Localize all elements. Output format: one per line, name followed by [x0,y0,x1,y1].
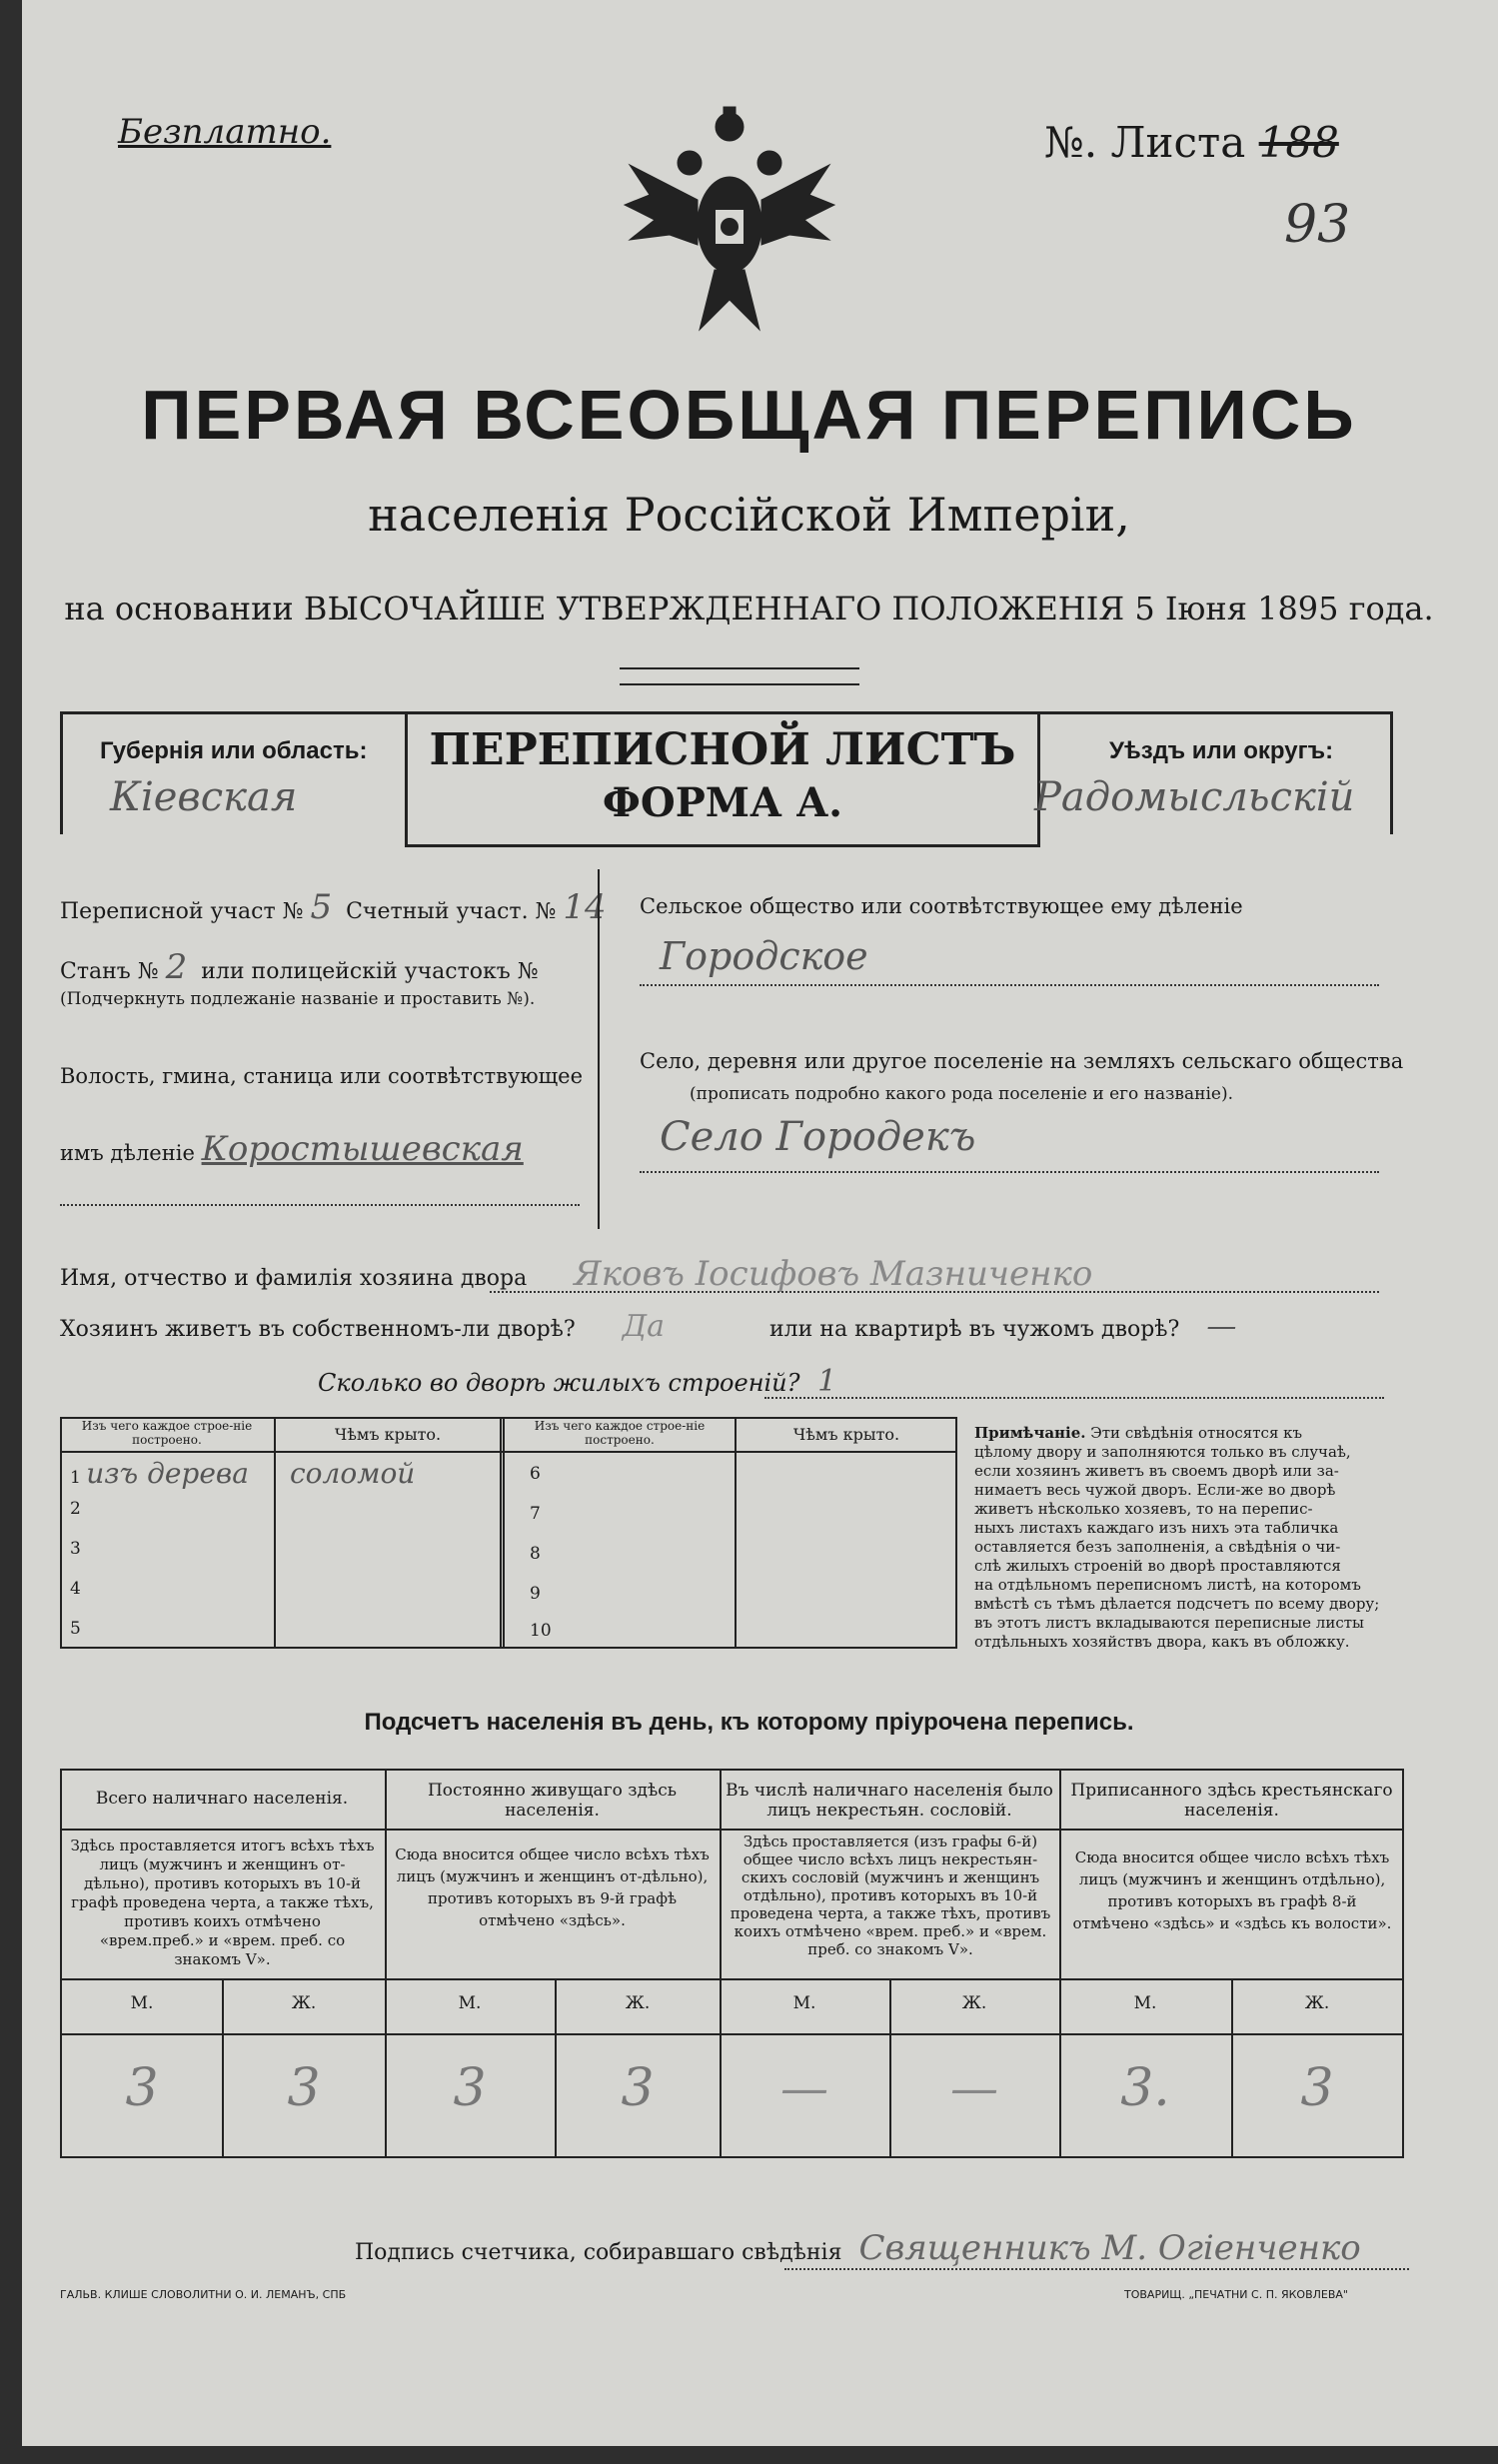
sheet-form-sub: ФОРМА А. [602,779,843,826]
table-row: 5 [70,1619,81,1639]
scan-edge-left [0,0,22,2464]
table-row: 9 [530,1584,541,1604]
owner-name-value: Яковъ Іосифовъ Мазниченко [574,1254,1093,1294]
count-col1-m-label: М. [130,1993,154,2013]
village-value: Село Городекъ [660,1114,976,1160]
count-col2-m-label: М. [458,1993,482,2013]
count-mf-line [60,2033,1404,2035]
uchast-label: Переписной участ № 5 Счетный участ. № 14 [60,887,607,927]
sheet-number-struck: 188 [1258,118,1339,167]
signature-line [784,2268,1409,2270]
count-col4-desc: Сюда вносится общее число всѣхъ тѣхъ лицъ (мужчинъ и женщинъ отдѣльно), противъ которыхъ въ графѣ 8-й отмѣчено «здѣсь» и «здѣсь къ волости». [1072,1848,1392,1932]
sheet-number-label [1044,118,1339,167]
count-col4-f-value: 3 [1300,2058,1334,2118]
table-row-roof: соломой [290,1457,416,1490]
count-heading: Подсчетъ населенія въ день, къ которому пріурочена перепись. [364,1709,1134,1736]
count-col4-title: Приписанного здѣсь крестьянскаго населенія. [1070,1781,1393,1821]
count-col2-m-value: 3 [453,2058,487,2118]
count-desc-line [60,1978,1404,1980]
count-col2-title: Постоянно живущаго здѣсь населенія. [427,1781,678,1821]
volost-extra-line [60,1204,580,1206]
count-col1-f-value: 3 [287,2058,321,2118]
vertical-divider [598,869,600,1229]
sheet-label: №. Листа [1044,118,1246,167]
stan-label: Станъ № 2 или полицейскій участокъ № [60,947,539,987]
buildings-line [764,1397,1384,1399]
count-col1-m-value: 3 [125,2058,159,2118]
underline-note: (Подчеркнуть подлежаніе названіе и проставить №). [60,989,536,1009]
buildings-header-line [60,1451,957,1453]
table-row: 6 [530,1464,541,1484]
buildings-col1-header-r: Изъ чего каждое строе-ніе построено. [534,1419,706,1447]
double-headed-eagle-emblem [620,105,839,340]
count-col3-f-label: Ж. [961,1993,987,2013]
form-title: ПЕРВАЯ ВСЕОБЩАЯ ПЕРЕПИСЬ [141,376,1357,454]
count-col3-title: Въ числѣ наличнаго населенія было лицъ некрестьян. сословій. [726,1781,1053,1821]
count-col1-f-label: Ж. [291,1993,317,2013]
count-col3-m-label: М. [792,1993,816,2013]
note-block: Примѣчаніе. Эти свѣдѣнія относятся къ цѣлому двору и заполняются только въ случаѣ, если хозяинъ живетъ въ своемъ дворѣ или за- нимаетъ весь чужой дворъ. Если-же во дворѣ живетъ нѣсколько хозяевъ, то на перепис- ныхъ листахъ каждаго изъ нихъ эта табличка оставляется безъ заполненія, а свѣдѣнія о чи- слѣ жилыхъ строеній во дворѣ проставляются на отдѣльномъ переписномъ листѣ, на которомъ вмѣстѣ съ тѣмъ дѣлается подсчетъ по всему двору; въ этотъ листъ вкладываются переписные листы отдѣльныхъ хозяйствъ двора, какъ въ обложку. [974,1424,1380,1651]
gubernia-value: Кіевская [110,774,298,820]
buildings-col1-header-l: Изъ чего каждое строе-ніе построено. [81,1419,253,1447]
village-label: Село, деревня или другое поселеніе на земляхъ сельскаго общества [640,1049,1404,1073]
count-col3-m-value: — [780,2060,828,2116]
count-col1-desc: Здѣсь проставляется итогъ всѣхъ тѣхъ лицъ (мужчинъ и женщинъ от-дѣльно), противъ которыхъ въ 10-й графѣ проведена черта, а также тѣхъ, противъ коихъ отмѣчено «врем.преб.» и «врем. преб. со знакомъ V». [70,1837,375,1968]
count-col2-f-label: Ж. [625,1993,651,2013]
gubernia-label: Губернія или область: [100,737,368,764]
table-row: 1 изъ дерева [70,1457,249,1490]
ornament-divider [620,667,859,685]
owner-rent-value: — [1206,1309,1237,1344]
count-col4-m-label: М. [1133,1993,1157,2013]
stan-number: 2 [165,947,188,987]
footer-right: ТОВАРИЩ. „ПЕЧАТНИ С. П. ЯКОВЛЕВА" [1124,2288,1348,2301]
sheet-number-hand: 93 [1284,195,1351,255]
count-title-line [60,1829,1404,1831]
society-label: Сельское общество или соотвѣтствующее ему дѣленіе [640,894,1243,918]
scan-edge-bottom [0,2446,1498,2464]
village-line [640,1171,1379,1173]
count-col3-f-value: — [950,2060,998,2116]
society-value: Городское [660,934,868,978]
count-col4-f-label: Ж. [1304,1993,1330,2013]
society-line [640,984,1379,986]
footer-left: ГАЛЬВ. КЛИШЕ СЛОВОЛИТНИ О. И. ЛЕМАНЪ, СПБ [60,2288,347,2301]
uchast-number: 5 [310,887,333,927]
signature-value: Священникъ М. Огіенченко [858,2228,1361,2268]
table-row: 7 [530,1504,541,1524]
count-col2-f-value: 3 [621,2058,655,2118]
uezd-label: Уѣздъ или округъ: [1109,737,1334,764]
form-basis: на основании ВЫСОЧАЙШЕ УТВЕРЖДЕННАГО ПОЛОЖЕНІЯ 5 Іюня 1895 года. [64,590,1434,627]
count-col2-desc: Сюда вносится общее число всѣхъ тѣхъ лицъ (мужчинъ и женщинъ от-дѣльно), противъ которыхъ въ 9-й графѣ отмѣчено «здѣсь». [395,1846,710,1929]
count-col4-m-value: 3. [1120,2058,1170,2118]
free-label: Безплатно. [118,112,332,152]
owner-name-line [490,1291,1379,1293]
owner-name-row: Имя, отчество и фамилія хозяина двора Яковъ Іосифовъ Мазниченко [60,1254,1093,1294]
schet-number: 14 [563,887,607,927]
table-row: 4 [70,1579,81,1599]
volost-value: Коростышевская [201,1129,524,1169]
table-row: 10 [530,1621,552,1641]
count-col3-desc: Здѣсь проставляется (изъ графы 6-й) общее число всѣхъ лицъ некрестьян-скихъ сословій (мужчинъ и женщинъ отдѣльно), противъ которыхъ въ 10-й проведена черта, а также тѣхъ, противъ коихъ отмѣчено «врем. преб.» и «врем. преб. со знакомъ V». [730,1833,1051,1958]
owner-own-value: Да [622,1309,666,1344]
form-subtitle: населенія Россійской Имперіи, [368,488,1130,542]
uezd-value: Радомысльскій [1034,774,1355,820]
volost-label-2: имъ дѣленіе Коростышевская [60,1129,524,1169]
village-note: (прописать подробно какого рода поселеніе и его названіе). [690,1084,1233,1104]
owner-rent-row: или на квартирѣ въ чужомъ дворѣ? — [769,1309,1237,1344]
table-row: 3 [70,1539,81,1559]
table-row: 2 [70,1499,81,1519]
buildings-row: Сколько во дворѣ жилыхъ строеній? 1 [318,1364,837,1399]
buildings-value: 1 [817,1364,837,1399]
table-row: 8 [530,1544,541,1564]
count-col1-title: Всего наличнаго населенія. [95,1789,349,1809]
signature-row: Подпись счетчика, собиравшаго свѣдѣнія Священникъ М. Огіенченко [355,2228,1361,2268]
buildings-col2-header-l: Чѣмъ крыто. [334,1425,442,1444]
sheet-form-title: ПЕРЕПИСНОЙ ЛИСТЪ [429,724,1016,775]
owner-own-row: Хозяинъ живетъ въ собственномъ-ли дворѣ? Да [60,1309,666,1344]
volost-label: Волость, гмина, станица или соотвѣтствующее [60,1064,584,1088]
buildings-col2-header-r: Чѣмъ крыто. [792,1425,900,1444]
note-title: Примѣчаніе. [974,1424,1086,1442]
